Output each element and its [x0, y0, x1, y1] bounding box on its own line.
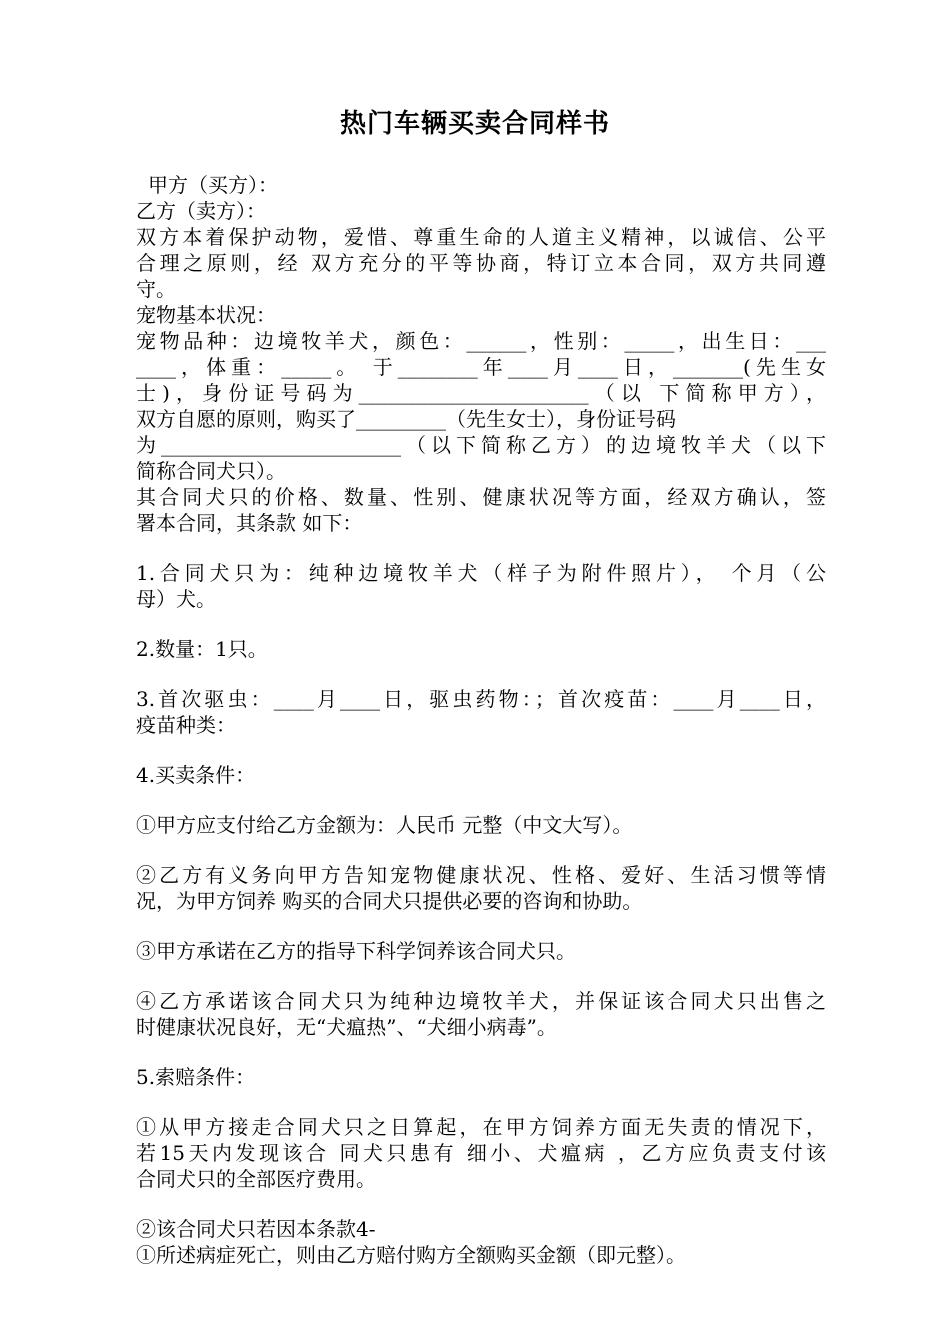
clause-5-2-line: ①所述病症死亡，则由乙方赔付购方全额购买金额（即元整）。 — [136, 1243, 686, 1267]
pet-details-line: 双方自愿的原则，购买了_________（先生女士），身份证号码 — [136, 407, 676, 431]
pet-details-line: 为________________________（以下简称乙方）的边境牧羊犬（以下 — [136, 433, 826, 457]
paragraph-gap — [136, 662, 826, 686]
clause-2-line: 2.数量：1只。 — [136, 637, 268, 661]
pet-details-line: 简称合同犬只）。 — [136, 459, 286, 483]
paragraph-gap — [136, 1090, 826, 1114]
clause-5-heading: 5.索赔条件： — [136, 1065, 256, 1089]
terms-intro-line: 署本合同，其条款 如下： — [136, 511, 363, 535]
paragraph-gap — [136, 536, 826, 560]
pet-details-line: 宠物品种：边境牧羊犬，颜色：______，性别：_____，出生日：___ — [136, 329, 826, 353]
pet-details-line: ____，体重：_____。 于________年____月____日，_______(先生女 — [136, 355, 826, 379]
clause-5-2-line: ②该合同犬只若因本条款4- — [136, 1217, 376, 1241]
preamble-line: 双方本着保护动物，爱惜、尊重生命的人道主义精神，以诚信、公平 — [136, 225, 826, 249]
clause-4-4-line: ④乙方承诺该合同犬只为纯种边境牧羊犬，并保证该合同犬只出售之 — [136, 989, 826, 1013]
paragraph-gap — [136, 612, 826, 636]
clause-4-heading: 4.买卖条件： — [136, 763, 256, 787]
clause-4-3-line: ③甲方承诺在乙方的指导下科学饲养该合同犬只。 — [136, 939, 576, 963]
party-b-line: 乙方（卖方）： — [136, 199, 266, 223]
pet-status-heading: 宠物基本状况： — [136, 303, 276, 327]
paragraph-gap — [136, 964, 826, 988]
terms-intro-line: 其合同犬只的价格、数量、性别、健康状况等方面，经双方确认，签 — [136, 485, 826, 509]
paragraph-gap — [136, 1040, 826, 1064]
clause-3-line: 3.首次驱虫：____月____日，驱虫药物：；首次疫苗：____月____日， — [136, 687, 826, 711]
clause-4-2-line: 况，为甲方饲养 购买的合同犬只提供必要的咨询和协助。 — [136, 889, 643, 913]
paragraph-gap — [136, 738, 826, 762]
pet-details-line: 士)，身份证号码为_______________________（以 下简称甲方）， — [136, 381, 826, 405]
preamble-line: 守。 — [136, 277, 176, 301]
paragraph-gap — [136, 788, 826, 812]
paragraph-gap — [136, 914, 826, 938]
clause-4-4-line: 时健康状况良好，无“犬瘟热”、“犬细小病毒”。 — [136, 1015, 557, 1039]
clause-5-1-line: 若15天内发现该合 同犬只患有 细小、犬瘟病 ，乙方应负责支付该 — [136, 1141, 826, 1165]
clause-5-1-line: ①从甲方接走合同犬只之日算起，在甲方饲养方面无失责的情况下， — [136, 1115, 826, 1139]
clause-4-2-line: ②乙方有义务向甲方告知宠物健康状况、性格、爱好、生活习惯等情 — [136, 863, 826, 887]
clause-4-1-line: ①甲方应支付给乙方金额为：人民币 元整（中文大写）。 — [136, 813, 633, 837]
preamble-line: 合理之原则，经 双方充分的平等协商，特订立本合同，双方共同遵 — [136, 251, 826, 275]
paragraph-gap — [136, 1192, 826, 1216]
clause-1-line: 1.合同犬只为：纯种边境牧羊犬（样子为附件照片）， 个月（公 — [136, 561, 826, 585]
party-a-line: 甲方（买方）： — [148, 173, 278, 197]
document-body — [136, 172, 826, 1268]
paragraph-gap — [136, 838, 826, 862]
clause-5-1-line: 合同犬只的全部医疗费用。 — [136, 1167, 376, 1191]
document-title: 热门车辆买卖合同样书 — [339, 109, 610, 139]
clause-1-line: 母）犬。 — [136, 587, 216, 611]
clause-3-line: 疫苗种类： — [136, 713, 236, 737]
